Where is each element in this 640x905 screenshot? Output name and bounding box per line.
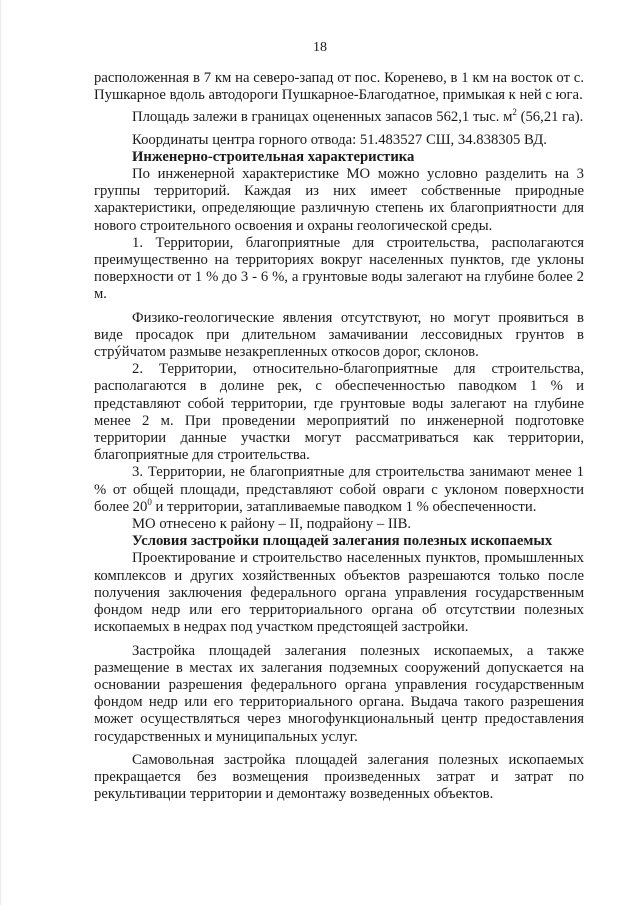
paragraph-location: расположенная в 7 км на северо-запад от пос. Кореневo, в 1 км на восток от с. Пушкарное вдоль автодороги Пушкарное-Благодатное, примыкая к ней с юга. xyxy=(94,70,584,104)
deposit-area-unit-exponent: 2 xyxy=(512,107,517,118)
deposit-area-hectares: (56,21 га). xyxy=(516,109,584,126)
paragraph-favorable-territories: 1. Территории, благоприятные для строительства, располагаются преимущественно на территориях вокруг населенных пунктов, где уклоны поверхности от 1 % до 3 - 6 %, а грунтовые воды залегают на глубине более 2 м. xyxy=(94,234,584,303)
paragraph-design-permission: Проектирование и строительство населенных пунктов, промышленных комплексов и других хозяйственных объектов разрешаются только после получения заключения федерального органа управления государственным фондом недр или его территориального органа об отсутствии полезных ископаемых в недрах под участком предстоящей застройки. xyxy=(94,550,584,636)
paragraph-unauthorized-construction: Самовольная застройка площадей залегания полезных ископаемых прекращается без возмещения произведенных затрат и затрат по рекультивации территории и демонтажу возведенных объектов. xyxy=(94,751,584,803)
paragraph-geological-phenomena: Физико-геологические явления отсутствуют, но могут проявиться в виде просадок при длительном замачивании лессовидных грунтов в стрýйчатом размыве незакрепленных откосов дорог, склонов. xyxy=(94,309,584,361)
page-number: 18 xyxy=(313,40,327,55)
paragraph-territory-groups: По инженерной характеристике МО можно условно разделить на 3 группы территорий. Каждая из них имеет собственные природные характеристики, определяющие различную степень их благоприятности для нового строительного освоения и охраны геологической среды. xyxy=(94,166,584,234)
page-edge-shadow xyxy=(0,0,2,905)
paragraph-region-classification: МО отнесено к району – II, подрайону – IIB. xyxy=(132,516,412,533)
deposit-area-text: Площадь залежи в границах оцененных запасов 562,1 тыс. м xyxy=(132,109,513,126)
heading-engineering-characteristics: Инженерно-строительная характеристика xyxy=(132,148,415,165)
slope-degree-sign: 0 xyxy=(147,496,152,507)
paragraph-coordinates: Координаты центра горного отвода: 51.483527 СШ, 34.838305 ВД. xyxy=(132,131,547,148)
unfavorable-tail: и территории, затапливаемые паводком 1 % обеспеченности. xyxy=(151,498,537,515)
unfavorable-text: 3. Территории, не благоприятные для строительства занимают менее 1 % от общей площади, представляют собой овраги с уклоном поверхности более 20 xyxy=(94,464,584,515)
heading-mineral-development-conditions: Условия застройки площадей залегания полезных ископаемых xyxy=(132,533,553,550)
paragraph-deposit-area xyxy=(94,109,584,126)
paragraph-unfavorable-territories xyxy=(94,464,584,516)
paragraph-relatively-favorable-territories: 2. Территории, относительно-благоприятные для строительства, располагаются в долине рек, с обеспеченностью паводком 1 % и представляют собой территории, где грунтовые воды залегают на глубине менее 2 м. При проведении мероприятий по инженерной подготовке территории данные участки могут рассматриваться как территории, благоприятные для строительства. xyxy=(94,361,584,464)
document-body xyxy=(94,70,584,803)
paragraph-construction-permission: Застройка площадей залегания полезных ископаемых, а также размещение в местах их залегания подземных сооружений допускается на основании разрешения федерального органа управления государственным фондом недр или его территориального органа. Выдача такого разрешения может осуществляться через многофункциональный центр предоставления государственных и муниципальных услуг. xyxy=(94,642,584,745)
